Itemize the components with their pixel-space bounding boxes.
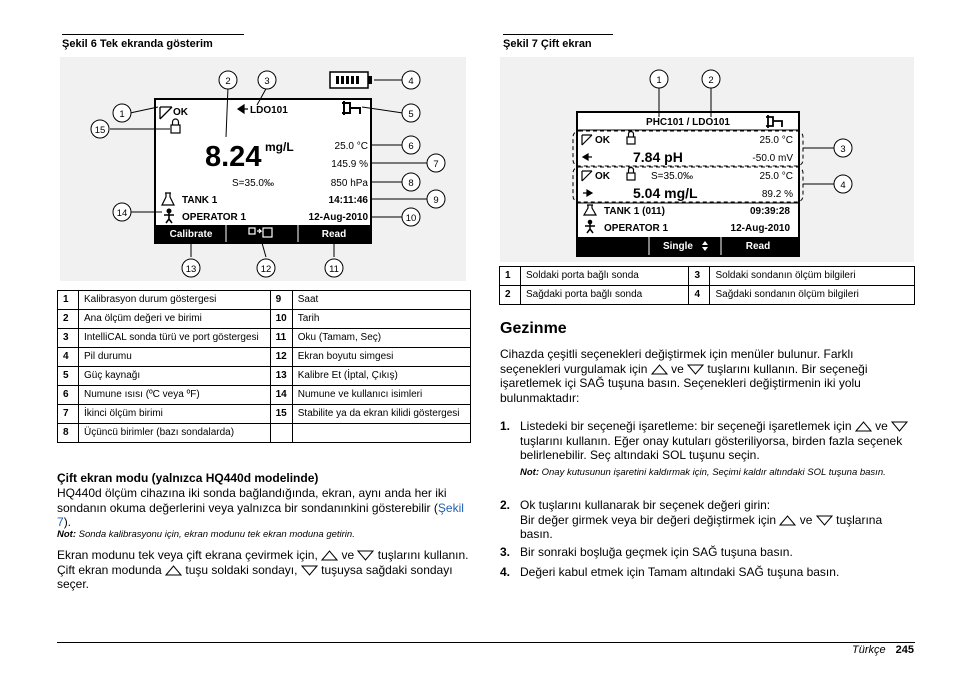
salinity: S=35.0‰: [232, 178, 274, 189]
probe2-percent: 89.2 %: [761, 189, 793, 200]
row-number: 5: [58, 367, 79, 386]
callout-10: 10: [405, 213, 417, 224]
figure7-title: Şekil 7 Çift ekran: [503, 38, 592, 50]
row-number: 1: [58, 291, 79, 310]
down-arrow-key-icon: [301, 565, 318, 576]
time: 14:11:46: [328, 195, 368, 206]
table-row: [58, 291, 471, 310]
softkey-read: Read: [321, 229, 347, 240]
probe1-temp: 25.0 °C: [759, 135, 793, 146]
operator-name: OPERATOR 1: [604, 223, 669, 234]
row-text: Sağdaki porta bağlı sonda: [521, 286, 689, 305]
date: 12-Aug-2010: [308, 212, 368, 223]
row-text: Stabilite ya da ekran kilidi göstergesi: [292, 405, 470, 424]
time: 09:39:28: [749, 206, 790, 217]
row-text: Ana ölçüm değeri ve birimi: [79, 310, 271, 329]
step-1-note: Not: Onay kutusunun işaretini kaldırmak için, Seçimi kaldır altındaki SOL tuşuna basın.: [520, 467, 886, 478]
table-row: [58, 348, 471, 367]
figure7-diagram: [500, 57, 914, 262]
dual-mode-heading: Çift ekran modu (yalnızca HQ440d modelinde): [57, 471, 319, 485]
dual-header: PHC101 / LDO101: [646, 117, 730, 128]
probe1-value: 7.84 pH: [633, 149, 683, 165]
footer-rule: [57, 642, 915, 643]
figure7-panel: [500, 57, 914, 262]
row-text: Sağdaki sondanın ölçüm bilgileri: [710, 286, 915, 305]
softkey-single: Single: [662, 241, 694, 252]
up-arrow-key-icon: [165, 565, 182, 576]
probe2-ok: OK: [595, 171, 610, 182]
operator-icon: [167, 209, 172, 214]
page-footer: [852, 644, 914, 656]
callout-2: 2: [708, 75, 714, 86]
dual-mode-note: Not: Sonda kalibrasyonu için, ekran modunu tek ekran moduna getirin.: [57, 529, 355, 540]
navigation-intro: Cihazda çeşitli seçenekleri değiştirmek için menüler bulunur. Farklı seçenekleri vurgulamak için ve tuşlarını kullanın. Bir seçeneği işaretlemek içi SAĞ tuşuna basın. Seçenekleri değiştirmenin iki yolu bulunmaktadır:: [500, 347, 868, 405]
up-arrow-key-icon: [779, 515, 796, 526]
figure7-legend-table: [499, 266, 915, 305]
down-arrow-key-icon: [891, 421, 908, 432]
callout-3: 3: [264, 76, 270, 87]
row-number: 7: [58, 405, 79, 424]
probe-name: LDO101: [250, 105, 288, 116]
figure6-diagram: [60, 57, 466, 281]
step-2: 2. Ok tuşlarını kullanarak bir seçenek değeri girin: Bir değer girmek veya bir değeri değiştirmek için ve tuşlarına basın.: [500, 498, 883, 541]
callout-8: 8: [408, 178, 414, 189]
row-number: 4: [689, 286, 710, 305]
row-text: IntelliCAL sonda türü ve port göstergesi: [79, 329, 271, 348]
footer-language: Türkçe: [852, 644, 886, 656]
figure6-panel: [60, 57, 466, 281]
up-arrow-key-icon: [321, 550, 338, 561]
row-text: Oku (Tamam, Seç): [292, 329, 470, 348]
main-unit: mg/L: [265, 140, 294, 154]
probe1-ok: OK: [595, 135, 610, 146]
row-text: İkinci ölçüm birimi: [79, 405, 271, 424]
operator-icon: [588, 220, 593, 225]
row-text: Saat: [292, 291, 470, 310]
row-number: 3: [689, 267, 710, 286]
up-arrow-key-icon: [651, 364, 668, 375]
callout-5: 5: [408, 109, 414, 120]
callout-9: 9: [433, 195, 439, 206]
callout-14: 14: [116, 208, 128, 219]
row-text: Soldaki porta bağlı sonda: [521, 267, 689, 286]
softkey-read: Read: [745, 241, 771, 252]
table-row: [58, 329, 471, 348]
row-text: Ekran boyutu simgesi: [292, 348, 470, 367]
second-unit: 145.9 %: [331, 159, 368, 170]
callout-4: 4: [840, 180, 846, 191]
row-number: 2: [500, 286, 521, 305]
table-row: [58, 367, 471, 386]
row-number: 13: [270, 367, 292, 386]
table-row: [500, 286, 915, 305]
tank-name: TANK 1 (011): [604, 206, 665, 217]
table-row: [58, 310, 471, 329]
operator-name: OPERATOR 1: [182, 212, 247, 223]
callout-15: 15: [94, 125, 106, 136]
callout-1: 1: [119, 109, 125, 120]
probe2-value: 5.04 mg/L: [633, 185, 698, 201]
down-arrow-key-icon: [687, 364, 704, 375]
row-text: Tarih: [292, 310, 470, 329]
temperature: 25.0 °C: [334, 141, 368, 152]
down-arrow-key-icon: [816, 515, 833, 526]
main-value: 8.24: [205, 141, 262, 173]
probe2-temp: 25.0 °C: [759, 171, 793, 182]
probe1-mv: -50.0 mV: [752, 153, 793, 164]
step-3: 3. Bir sonraki boşluğa geçmek için SAĞ tuşuna basın.: [500, 545, 793, 559]
battery-icon: [330, 72, 372, 88]
figure6-title-rule: [62, 34, 244, 35]
figure7-title-rule: [503, 34, 613, 35]
row-text: Numune ısısı (ºC veya ºF): [79, 386, 271, 405]
row-number: 9: [270, 291, 292, 310]
up-arrow-key-icon: [855, 421, 872, 432]
step-4: 4. Değeri kabul etmek için Tamam altındaki SAĞ tuşuna basın.: [500, 565, 840, 579]
date: 12-Aug-2010: [730, 223, 790, 234]
ok-text: OK: [173, 107, 188, 118]
row-text: Soldaki sondanın ölçüm bilgileri: [710, 267, 915, 286]
callout-3: 3: [840, 144, 846, 155]
dual-mode-paragraph: HQ440d ölçüm cihazına iki sonda bağlandığında, ekran, aynı anda her iki sondanın okuma değerlerini veya yalnızca bir sondanınkini gösterebilir (Şekil 7).: [57, 486, 464, 529]
table-row: [58, 424, 471, 443]
row-text: Pil durumu: [79, 348, 271, 367]
row-number: 12: [270, 348, 292, 367]
row-text: Üçüncü birimler (bazı sondalarda): [79, 424, 271, 443]
row-number: 1: [500, 267, 521, 286]
down-arrow-key-icon: [357, 550, 374, 561]
callout-12: 12: [260, 264, 272, 275]
table-row: [58, 386, 471, 405]
figure6-title: Şekil 6 Tek ekranda gösterim: [62, 38, 213, 50]
row-text: Kalibre Et (İptal, Çıkış): [292, 367, 470, 386]
callout-4: 4: [408, 76, 414, 87]
figure6-legend-table: [57, 290, 471, 443]
row-text: Güç kaynağı: [79, 367, 271, 386]
probe2-salinity: S=35.0‰: [651, 171, 693, 182]
figure7-link[interactable]: Şekil 7: [57, 500, 464, 529]
row-text: Numune ve kullanıcı isimleri: [292, 386, 470, 405]
row-number: 11: [270, 329, 292, 348]
row-number: 4: [58, 348, 79, 367]
page-number: 245: [895, 644, 914, 656]
row-number: 2: [58, 310, 79, 329]
callout-1: 1: [656, 75, 662, 86]
row-number: [270, 424, 292, 443]
tank-name: TANK 1: [182, 195, 218, 206]
row-number: 10: [270, 310, 292, 329]
table-row: [500, 267, 915, 286]
row-number: 15: [270, 405, 292, 424]
third-unit: 850 hPa: [330, 178, 368, 189]
callout-7: 7: [433, 159, 439, 170]
callout-13: 13: [185, 264, 197, 275]
softkey-calibrate: Calibrate: [169, 229, 213, 240]
callout-6: 6: [408, 141, 414, 152]
dual-screen: [577, 112, 799, 256]
row-number: 6: [58, 386, 79, 405]
row-number: 14: [270, 386, 292, 405]
step-1: 1. Listedeki bir seçeneği işaretleme: bir seçeneği işaretlemek için ve tuşlarını kullanın. Eğer onay kutuları gösteriliyorsa, birden fazla seçenek belirlenebilir. Seç altındaki SOL tuşunu seçin.: [500, 419, 914, 469]
navigation-heading: Gezinme: [500, 320, 567, 337]
table-row: [58, 405, 471, 424]
row-number: 3: [58, 329, 79, 348]
callout-11: 11: [329, 264, 339, 275]
screen-mode-paragraph: Ekran modunu tek veya çift ekrana çevirmek için, ve tuşlarını kullanın. Çift ekran modunda tuşu soldaki sondayı, tuşuysa sağdaki sondayı seçer.: [57, 548, 469, 591]
row-text: [292, 424, 470, 443]
row-text: Kalibrasyon durum göstergesi: [79, 291, 271, 310]
callout-2: 2: [225, 76, 231, 87]
row-number: 8: [58, 424, 79, 443]
